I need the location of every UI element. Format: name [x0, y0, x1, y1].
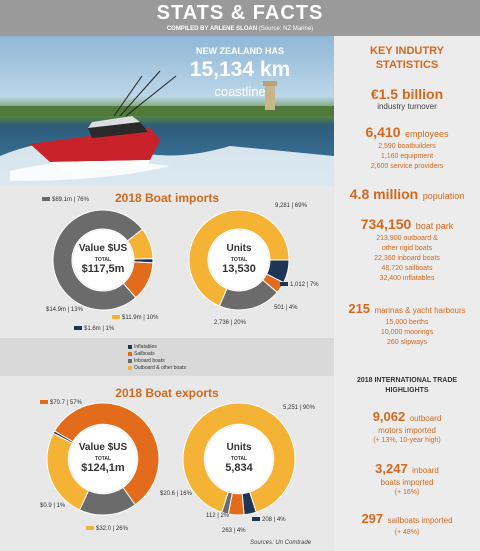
- stats-heading: [334, 44, 480, 72]
- data-label: [222, 528, 246, 534]
- legend-label: Outboard & other boats: [134, 365, 186, 371]
- donut-total-label: TOTAL: [230, 456, 248, 462]
- trade-heading-line-2: HIGHLIGHTS: [385, 387, 429, 394]
- donut-heading: Units: [226, 243, 252, 254]
- swatch: [112, 315, 120, 319]
- donut-total-value: 5,834: [225, 462, 253, 474]
- turnover-stat: [334, 86, 480, 111]
- trade-heading: [334, 376, 480, 396]
- data-label: [206, 513, 229, 519]
- marinas-detail: 10,000 moorings: [380, 329, 434, 336]
- exports-value-center: [70, 442, 136, 474]
- outboard-stat: [334, 408, 480, 446]
- data-label: [112, 315, 158, 321]
- data-label-text: 501 | 4%: [274, 305, 298, 311]
- donut-total-label: TOTAL: [94, 456, 112, 462]
- legend-item: [128, 351, 186, 358]
- legend-swatch: [128, 352, 132, 356]
- marinas-detail: 15,000 berths: [385, 319, 429, 326]
- donut-total-label: TOTAL: [230, 257, 248, 263]
- data-label: [214, 320, 246, 326]
- outboard-label: outboard: [409, 414, 442, 423]
- data-label-text: 2,736 | 20%: [214, 320, 246, 326]
- marinas-value: 215: [348, 301, 371, 316]
- outboard-value: 9,062: [372, 409, 406, 424]
- inboard-label: inboard: [412, 466, 439, 475]
- hero-coastline-value: 15,134 km: [189, 58, 291, 81]
- swatch: [86, 526, 94, 530]
- legend-swatch: [128, 345, 132, 349]
- donut-heading: Value $US: [78, 442, 128, 453]
- marinas-detail: 260 slipways: [386, 339, 428, 346]
- boat-park-value: 734,150: [360, 216, 412, 232]
- donut-total-value: $124,1m: [81, 462, 125, 474]
- outboard-note: (+ 13%, 10-year high): [373, 437, 441, 444]
- donut-total-value: 13,530: [222, 263, 256, 275]
- data-label-text: $14.9m | 13%: [46, 307, 83, 313]
- donut-total-label: TOTAL: [94, 257, 112, 263]
- data-label: [274, 305, 298, 311]
- population-stat: [334, 186, 480, 204]
- exports-units-center: [206, 442, 272, 474]
- data-label: [42, 197, 89, 203]
- imports-value-center: [70, 243, 136, 275]
- turnover-value: €1.5 billion: [370, 86, 444, 102]
- turnover-label: industry turnover: [377, 102, 437, 111]
- data-label: [283, 405, 315, 411]
- data-label-text: 208 | 4%: [262, 517, 286, 523]
- inboard-label-2: boats imported: [380, 478, 434, 487]
- legend-label: Inboard boats: [134, 358, 165, 364]
- employees-stat: [334, 124, 480, 172]
- marinas-label: marinas & yacht harbours: [374, 306, 466, 315]
- employees-detail: 2,600 service providers: [370, 163, 444, 170]
- boat-park-detail: 22,360 inboard boats: [374, 255, 440, 262]
- legend: [128, 344, 186, 372]
- donut-total-value: $117,5m: [81, 263, 125, 275]
- legend-label: Sailboats: [134, 351, 155, 357]
- hero-line-1: NEW ZEALAND HAS: [196, 46, 284, 56]
- sailboats-note: (+ 48%): [394, 529, 420, 536]
- data-label-text: 112 | 2%: [206, 513, 230, 519]
- data-label-text: $1.6m | 1%: [84, 326, 115, 332]
- sailboats-value: 297: [361, 511, 384, 526]
- outboard-label-2: motors imported: [378, 426, 436, 435]
- legend-item: [128, 365, 186, 372]
- boat-park-detail: 32,400 inflatables: [379, 275, 435, 282]
- data-label-text: $32.0 | 26%: [96, 526, 128, 532]
- imports-title: 2018 Boat imports: [114, 191, 220, 205]
- data-label-text: $0.9 | 1%: [40, 503, 66, 509]
- swatch: [252, 517, 260, 521]
- donut-heading: Units: [226, 442, 252, 453]
- data-label: [40, 503, 65, 509]
- employees-detail: 2,590 boatbuilders: [378, 143, 436, 150]
- boat-park-detail: 48,720 sailboats: [381, 265, 433, 272]
- boat-park-stat: [334, 216, 480, 284]
- legend-item: [128, 344, 186, 351]
- data-label: [275, 203, 307, 209]
- inboard-stat: [334, 460, 480, 498]
- source-note: (Source: NZ Marine): [257, 26, 314, 32]
- employees-value: 6,410: [365, 124, 401, 140]
- legend-swatch: [128, 366, 132, 370]
- hero-line-3: coastline: [214, 84, 266, 99]
- legend-item: [128, 358, 186, 365]
- data-label-text: $70.7 | 57%: [50, 400, 82, 406]
- data-label: [74, 326, 114, 332]
- swatch: [42, 197, 50, 201]
- data-label-text: $11.9m | 10%: [122, 315, 159, 321]
- boat-park-detail: other rigid boats: [381, 245, 433, 252]
- inboard-value: 3,247: [375, 461, 408, 476]
- data-label: [40, 400, 82, 406]
- data-label: [280, 282, 319, 288]
- data-label: [46, 307, 83, 313]
- marinas-stat: [334, 300, 480, 348]
- sailboats-stat: [334, 510, 480, 538]
- boat-park-label: boat park: [415, 221, 454, 231]
- data-label: [160, 491, 192, 497]
- data-label-text: 9,281 | 69%: [275, 203, 307, 209]
- population-value: 4.8 million: [349, 186, 419, 202]
- swatch: [280, 282, 288, 286]
- exports-title: 2018 Boat exports: [115, 386, 219, 400]
- data-label: [252, 517, 286, 523]
- inboard-note: (+ 16%): [394, 489, 420, 496]
- trade-heading-line-1: 2018 INTERNATIONAL TRADE: [356, 377, 458, 384]
- legend-label: Inflatables: [134, 344, 157, 350]
- data-label-text: $89.1m | 76%: [52, 197, 89, 203]
- legend-swatch: [128, 359, 132, 363]
- population-label: population: [422, 191, 465, 201]
- imports-units-center: [206, 243, 272, 275]
- stats-heading-line-2: STATISTICS: [375, 59, 439, 71]
- compiled-by: COMPILED BY ARLENE SLOAN: [166, 26, 258, 32]
- data-label: [86, 526, 128, 532]
- data-label-text: $20.6 | 16%: [160, 491, 192, 497]
- swatch: [40, 400, 48, 404]
- data-label-text: 1,012 | 7%: [290, 282, 319, 288]
- donut-heading: Value $US: [78, 243, 128, 254]
- employees-label: employees: [404, 129, 449, 139]
- sources-note: Sources: Un Comtrade: [250, 540, 312, 546]
- stats-heading-line-1: KEY INDUTRY: [370, 45, 444, 57]
- sailboats-label: sailboats imported: [387, 516, 453, 525]
- swatch: [74, 326, 82, 330]
- page-title: STATS & FACTS: [156, 2, 324, 24]
- data-label-text: 5,251 | 90%: [283, 405, 315, 411]
- employees-detail: 1,160 equipment: [380, 153, 434, 160]
- boat-park-detail: 213,900 outboard &: [376, 235, 438, 242]
- data-label-text: 263 | 4%: [222, 528, 246, 534]
